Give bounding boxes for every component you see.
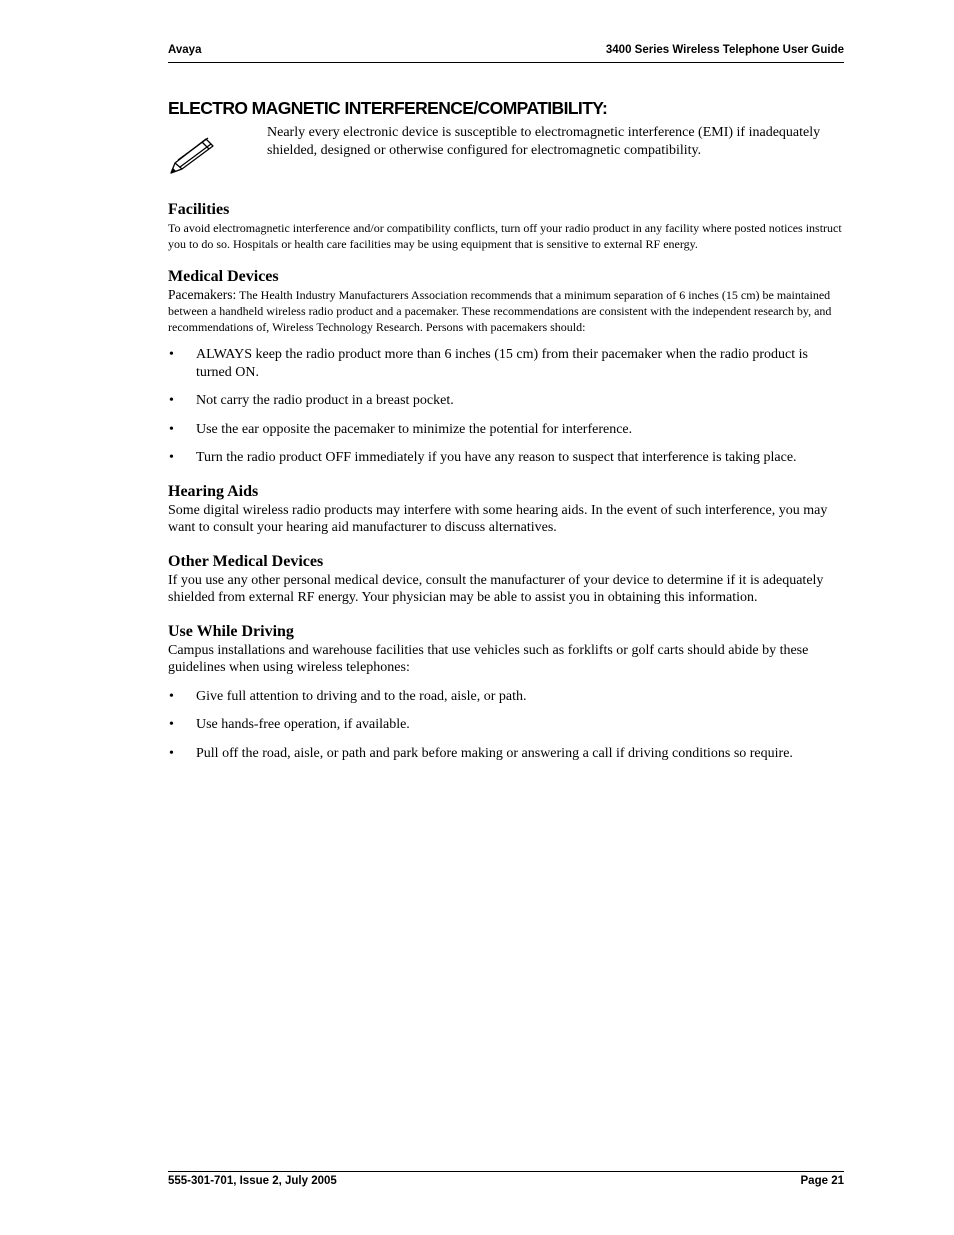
footer-doc-number: 555-301-701, Issue 2, July 2005 <box>168 1175 337 1187</box>
other-medical-devices-text: If you use any other personal medical device, consult the manufacturer of your device to determine if it is adequately shielded from external RF energy. Your physician may be able to assist you in obtaining this information. <box>168 572 824 605</box>
pacemakers-label: Pacemakers: <box>168 287 237 302</box>
medical-devices-heading: Medical Devices <box>168 268 279 285</box>
list-item: • ALWAYS keep the radio product more than 6 inches (15 cm) from their pacemaker when the radio product is turned ON. <box>168 346 844 381</box>
note-text: Nearly every electronic device is susceptible to electromagnetic interference (EMI) if inadequately shielded, designed or otherwise configured for electromagnetic compatibility. <box>267 125 821 158</box>
medical-devices-section <box>168 267 844 467</box>
footer-page-number: Page 21 <box>800 1175 844 1187</box>
section-title: ELECTRO MAGNETIC INTERFERENCE/COMPATIBILITY: <box>168 98 608 118</box>
page-footer <box>168 1171 844 1192</box>
pencil-icon <box>168 136 218 176</box>
facilities-heading: Facilities <box>168 201 230 218</box>
header-doc-title: 3400 Series Wireless Telephone User Guide <box>605 44 844 56</box>
facilities-section <box>168 200 844 252</box>
list-item: • Not carry the radio product in a breast pocket. <box>168 392 844 410</box>
list-item: • Turn the radio product OFF immediately if you have any reason to suspect that interference is taking place. <box>168 449 844 467</box>
hearing-aids-text: Some digital wireless radio products may interfere with some hearing aids. In the event of such interference, you may want to consult your hearing aid manufacturer to discuss alternatives. <box>168 502 828 535</box>
driving-heading: Use While Driving <box>168 622 294 640</box>
list-item: • Use hands-free operation, if available. <box>168 716 844 734</box>
facilities-text: To avoid electromagnetic interference and/or compatibility conflicts, turn off your radio product in any facility where posted notices instruct you to do so. Hospitals or health care facilities may be using equipment that is sensitive to external RF energy. <box>168 221 842 251</box>
driving-text: Campus installations and warehouse facilities that use vehicles such as forklifts or golf carts should abide by these guidelines when using wireless telephones: <box>168 642 809 675</box>
list-item: • Pull off the road, aisle, or path and park before making or answering a call if driving conditions so require. <box>168 745 844 763</box>
driving-bullet-list <box>168 688 844 763</box>
hearing-aids-section <box>168 482 844 537</box>
pacemakers-text: The Health Industry Manufacturers Association recommends that a minimum separation of 6 inches (15 cm) be maintained between a handheld wireless radio product and a pacemaker. These recommendations are consistent with the independent research by, and recommendations of, Wireless Technology Research. Persons with pacemakers should: <box>168 288 832 334</box>
header-company: Avaya <box>168 44 202 56</box>
other-medical-devices-heading: Other Medical Devices <box>168 552 324 570</box>
driving-section <box>168 622 844 763</box>
list-item: • Use the ear opposite the pacemaker to minimize the potential for interference. <box>168 421 844 439</box>
hearing-aids-heading: Hearing Aids <box>168 482 259 500</box>
pacemaker-bullet-list <box>168 346 844 467</box>
page-header <box>168 42 844 63</box>
other-medical-devices-section <box>168 552 844 607</box>
list-item: • Give full attention to driving and to the road, aisle, or path. <box>168 688 844 706</box>
medical-devices-text <box>168 287 844 335</box>
main-content <box>168 200 844 777</box>
